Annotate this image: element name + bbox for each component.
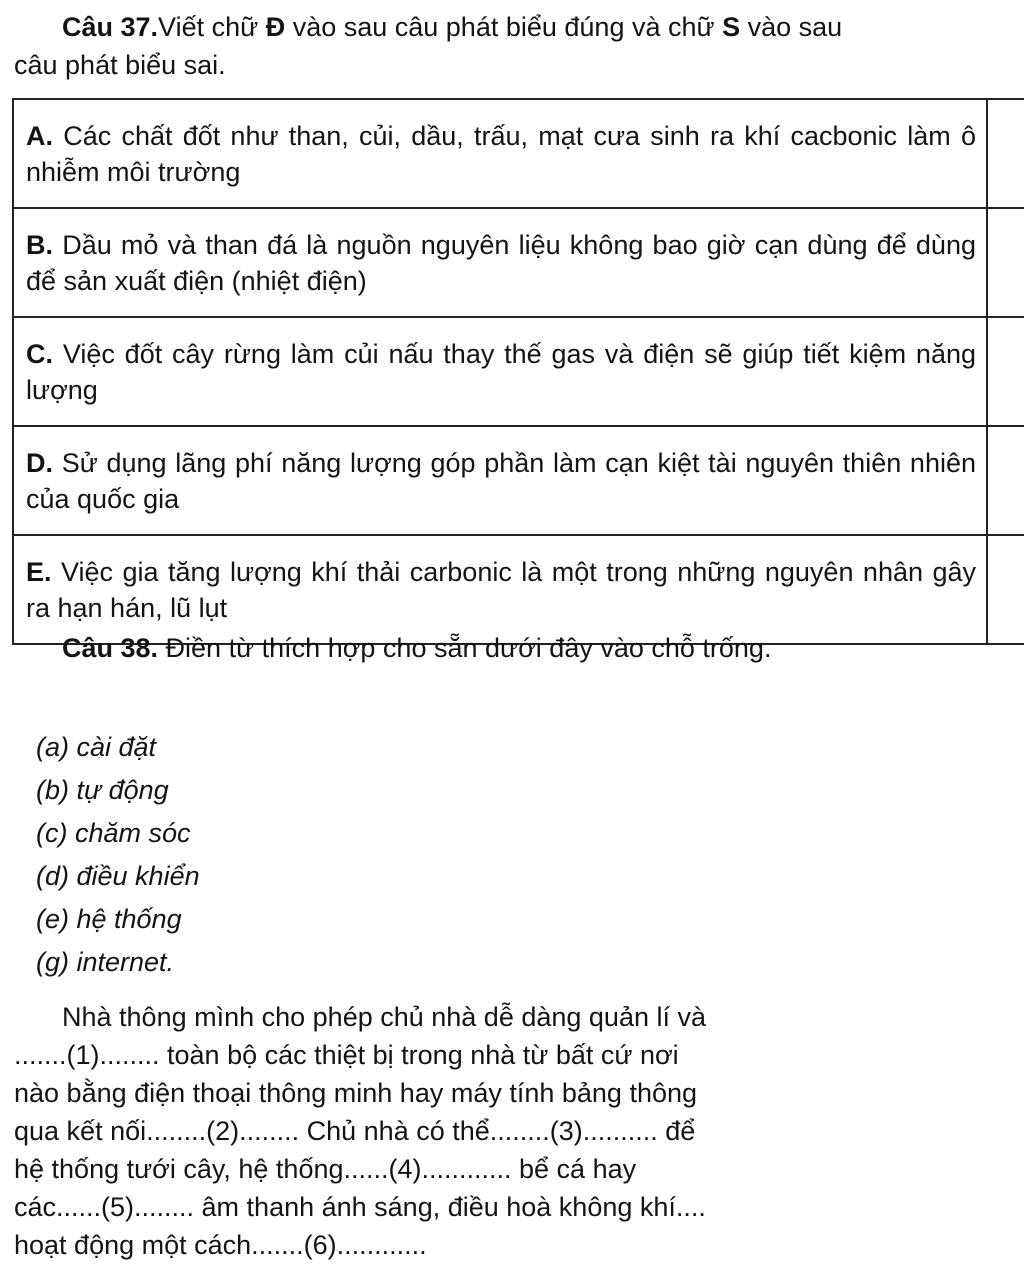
answer-cell[interactable] — [987, 535, 1024, 644]
statement-text: Sử dụng lãng phí năng lượng góp phần làm cạn kiệt tài nguyên thiên nhiên của quốc gia — [26, 447, 976, 514]
word-option: (g) internet. — [36, 947, 175, 977]
statement-letter: C. — [26, 338, 53, 369]
word-option: (e) hệ thống — [36, 904, 182, 934]
passage-line: .......(1)........ toàn bộ các thiệt bị trong nhà từ bất cứ nơi — [14, 1040, 679, 1070]
question-37-label: Câu 37. — [62, 12, 159, 42]
statement-row — [13, 208, 1024, 317]
statement-text: Việc gia tăng lượng khí thải carbonic là một trong những nguyên nhân gây ra hạn hán, lũ lụt — [26, 556, 976, 623]
statement-text: Việc đốt cây rừng làm củi nấu thay thế gas và điện sẽ giúp tiết kiệm năng lượng — [26, 338, 976, 405]
question-37-text-part3: vào sau câu phát biểu sai. — [14, 12, 843, 80]
statement-letter: B. — [26, 229, 53, 260]
answer-cell[interactable] — [987, 426, 1024, 535]
statement-text-cell — [13, 99, 987, 208]
word-option: (a) cài đặt — [36, 732, 157, 762]
statement-table — [12, 98, 1024, 645]
statement-letter: A. — [26, 120, 53, 151]
passage-line — [14, 998, 829, 1036]
question-38-text: Điền từ thích hợp cho sẵn dưới đây vào chỗ trống. — [158, 633, 772, 663]
passage-line-text: Nhà thông mình cho phép chủ nhà dễ dàng quản lí và — [62, 1002, 706, 1032]
statement-letter: D. — [26, 447, 53, 478]
question-37-text-part2: vào sau câu phát biểu đúng và chữ — [285, 12, 723, 42]
passage-line: hoạt động một cách.......(6)............ — [14, 1230, 427, 1260]
passage-line: hệ thống tưới cây, hệ thống......(4)............ bể cá hay — [14, 1154, 637, 1184]
passage-line: các......(5)........ âm thanh ánh sáng, điều hoà không khí.... — [14, 1192, 706, 1222]
passage-line: nào bằng điện thoại thông minh hay máy tính bảng thông — [14, 1078, 698, 1108]
word-option: (d) điều khiển — [36, 861, 200, 891]
statement-text-cell — [13, 317, 987, 426]
passage-line: qua kết nối........(2)........ Chủ nhà có thể........(3).......... để — [14, 1116, 696, 1146]
question-37-heading — [14, 8, 844, 84]
statement-text: Các chất đốt như than, củi, dầu, trấu, mạt cưa sinh ra khí cacbonic làm ô nhiễm môi trường — [26, 120, 976, 187]
word-options-list — [36, 726, 200, 984]
question-38-heading — [14, 628, 844, 668]
statement-text: Dầu mỏ và than đá là nguồn nguyên liệu không bao giờ cạn dùng để dùng để sản xuất điện (nhiệt điện) — [26, 229, 976, 296]
letter-false: S — [722, 12, 741, 42]
word-option: (c) chăm sóc — [36, 818, 191, 848]
question-38-label: Câu 38. — [62, 633, 159, 663]
answer-cell[interactable] — [987, 208, 1024, 317]
statement-text-cell — [13, 426, 987, 535]
word-option: (b) tự động — [36, 775, 169, 805]
letter-true: Đ — [265, 12, 286, 42]
fill-in-passage — [14, 998, 829, 1264]
statement-letter: E. — [26, 556, 52, 587]
answer-cell[interactable] — [987, 99, 1024, 208]
question-37-text-part1: Viết chữ — [158, 12, 266, 42]
statement-text-cell — [13, 208, 987, 317]
answer-cell[interactable] — [987, 317, 1024, 426]
statement-row — [13, 99, 1024, 208]
statement-row — [13, 317, 1024, 426]
statement-row — [13, 426, 1024, 535]
